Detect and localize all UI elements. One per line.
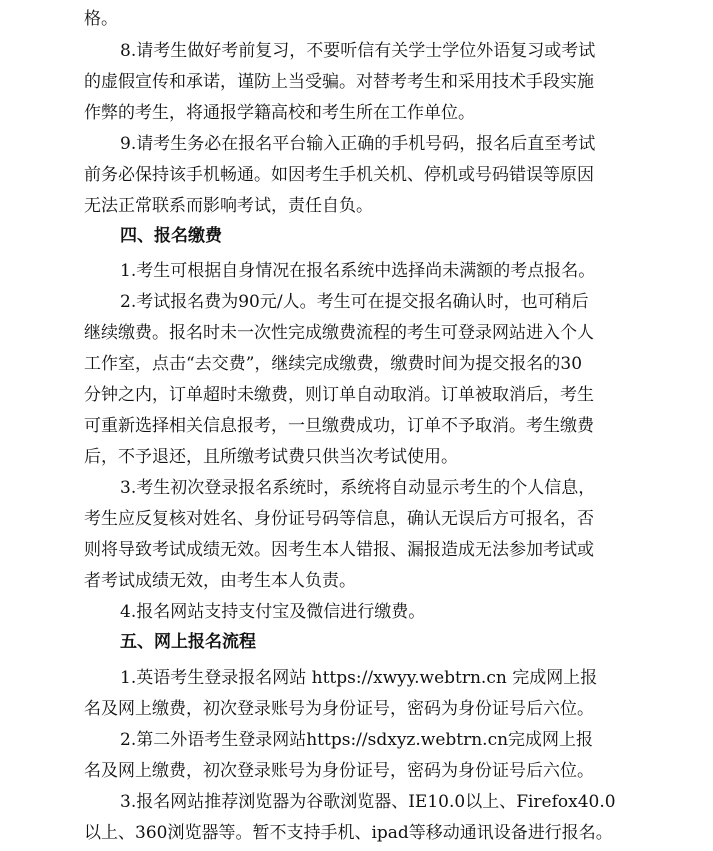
text-line: 则将导致考试成绩无效。因考生本人错报、漏报造成无法参加考试或: [84, 540, 594, 560]
text-line: 4.报名网站支持支付宝及微信进行缴费。: [120, 602, 426, 622]
text-line: 格。: [84, 9, 118, 29]
text-line: 以上、360浏览器等。暂不支持手机、ipad等移动通讯设备进行报名。: [84, 823, 613, 843]
text-line: 的虚假宣传和承诺，谨防上当受骗。对替考考生和采用技术手段实施: [84, 72, 594, 92]
section-heading-registration-fee: 四、报名缴费: [120, 226, 222, 246]
text-line: 者考试成绩无效，由考生本人负责。: [84, 571, 356, 591]
section-heading-online-registration: 五、网上报名流程: [120, 632, 256, 652]
text-line: 8.请考生做好考前复习，不要听信有关学士学位外语复习或考试: [120, 41, 596, 61]
text-line: 考生应反复核对姓名、身份证号码等信息，确认无误后方可报名，否: [84, 509, 594, 529]
text-line: 前务必保持该手机畅通。如因考生手机关机、停机或号码错误等原因: [84, 165, 594, 185]
text-line: 工作室，点击“去交费”，继续完成缴费，缴费时间为提交报名的30: [84, 354, 583, 374]
text-line: 3.考生初次登录报名系统时，系统将自动显示考生的个人信息，: [120, 478, 596, 498]
text-line: 9.请考生务必在报名平台输入正确的手机号码，报名后直至考试: [120, 134, 596, 154]
text-line: 可重新选择相关信息报考，一旦缴费成功，订单不予取消。考生缴费: [84, 416, 594, 436]
text-line: 1.考生可根据自身情况在报名系统中选择尚未满额的考点报名。: [120, 261, 596, 281]
text-line: 2.第二外语考生登录网站https://sdxyz.webtrn.cn完成网上报: [120, 730, 594, 750]
text-line: 名及网上缴费，初次登录账号为身份证号，密码为身份证号后六位。: [84, 761, 594, 781]
text-line: 名及网上缴费，初次登录账号为身份证号，密码为身份证号后六位。: [84, 699, 594, 719]
text-line: 3.报名网站推荐浏览器为谷歌浏览器、IE10.0以上、Firefox40.0: [120, 792, 616, 812]
text-line: 无法正常联系而影响考试，责任自负。: [84, 196, 373, 216]
text-line: 后，不予退还，且所缴考试费只供当次考试使用。: [84, 447, 458, 467]
text-line: 继续缴费。报名时未一次性完成缴费流程的考生可登录网站进入个人: [84, 323, 594, 343]
text-line: 2.考试报名费为90元/人。考生可在提交报名确认时，也可稍后: [120, 292, 589, 312]
text-line: 分钟之内，订单超时未缴费，则订单自动取消。订单被取消后，考生: [84, 385, 594, 405]
text-line: 作弊的考生，将通报学籍高校和考生所在工作单位。: [84, 103, 475, 123]
text-line: 1.英语考生登录报名网站 https://xwyy.webtrn.cn 完成网上报: [120, 668, 598, 688]
